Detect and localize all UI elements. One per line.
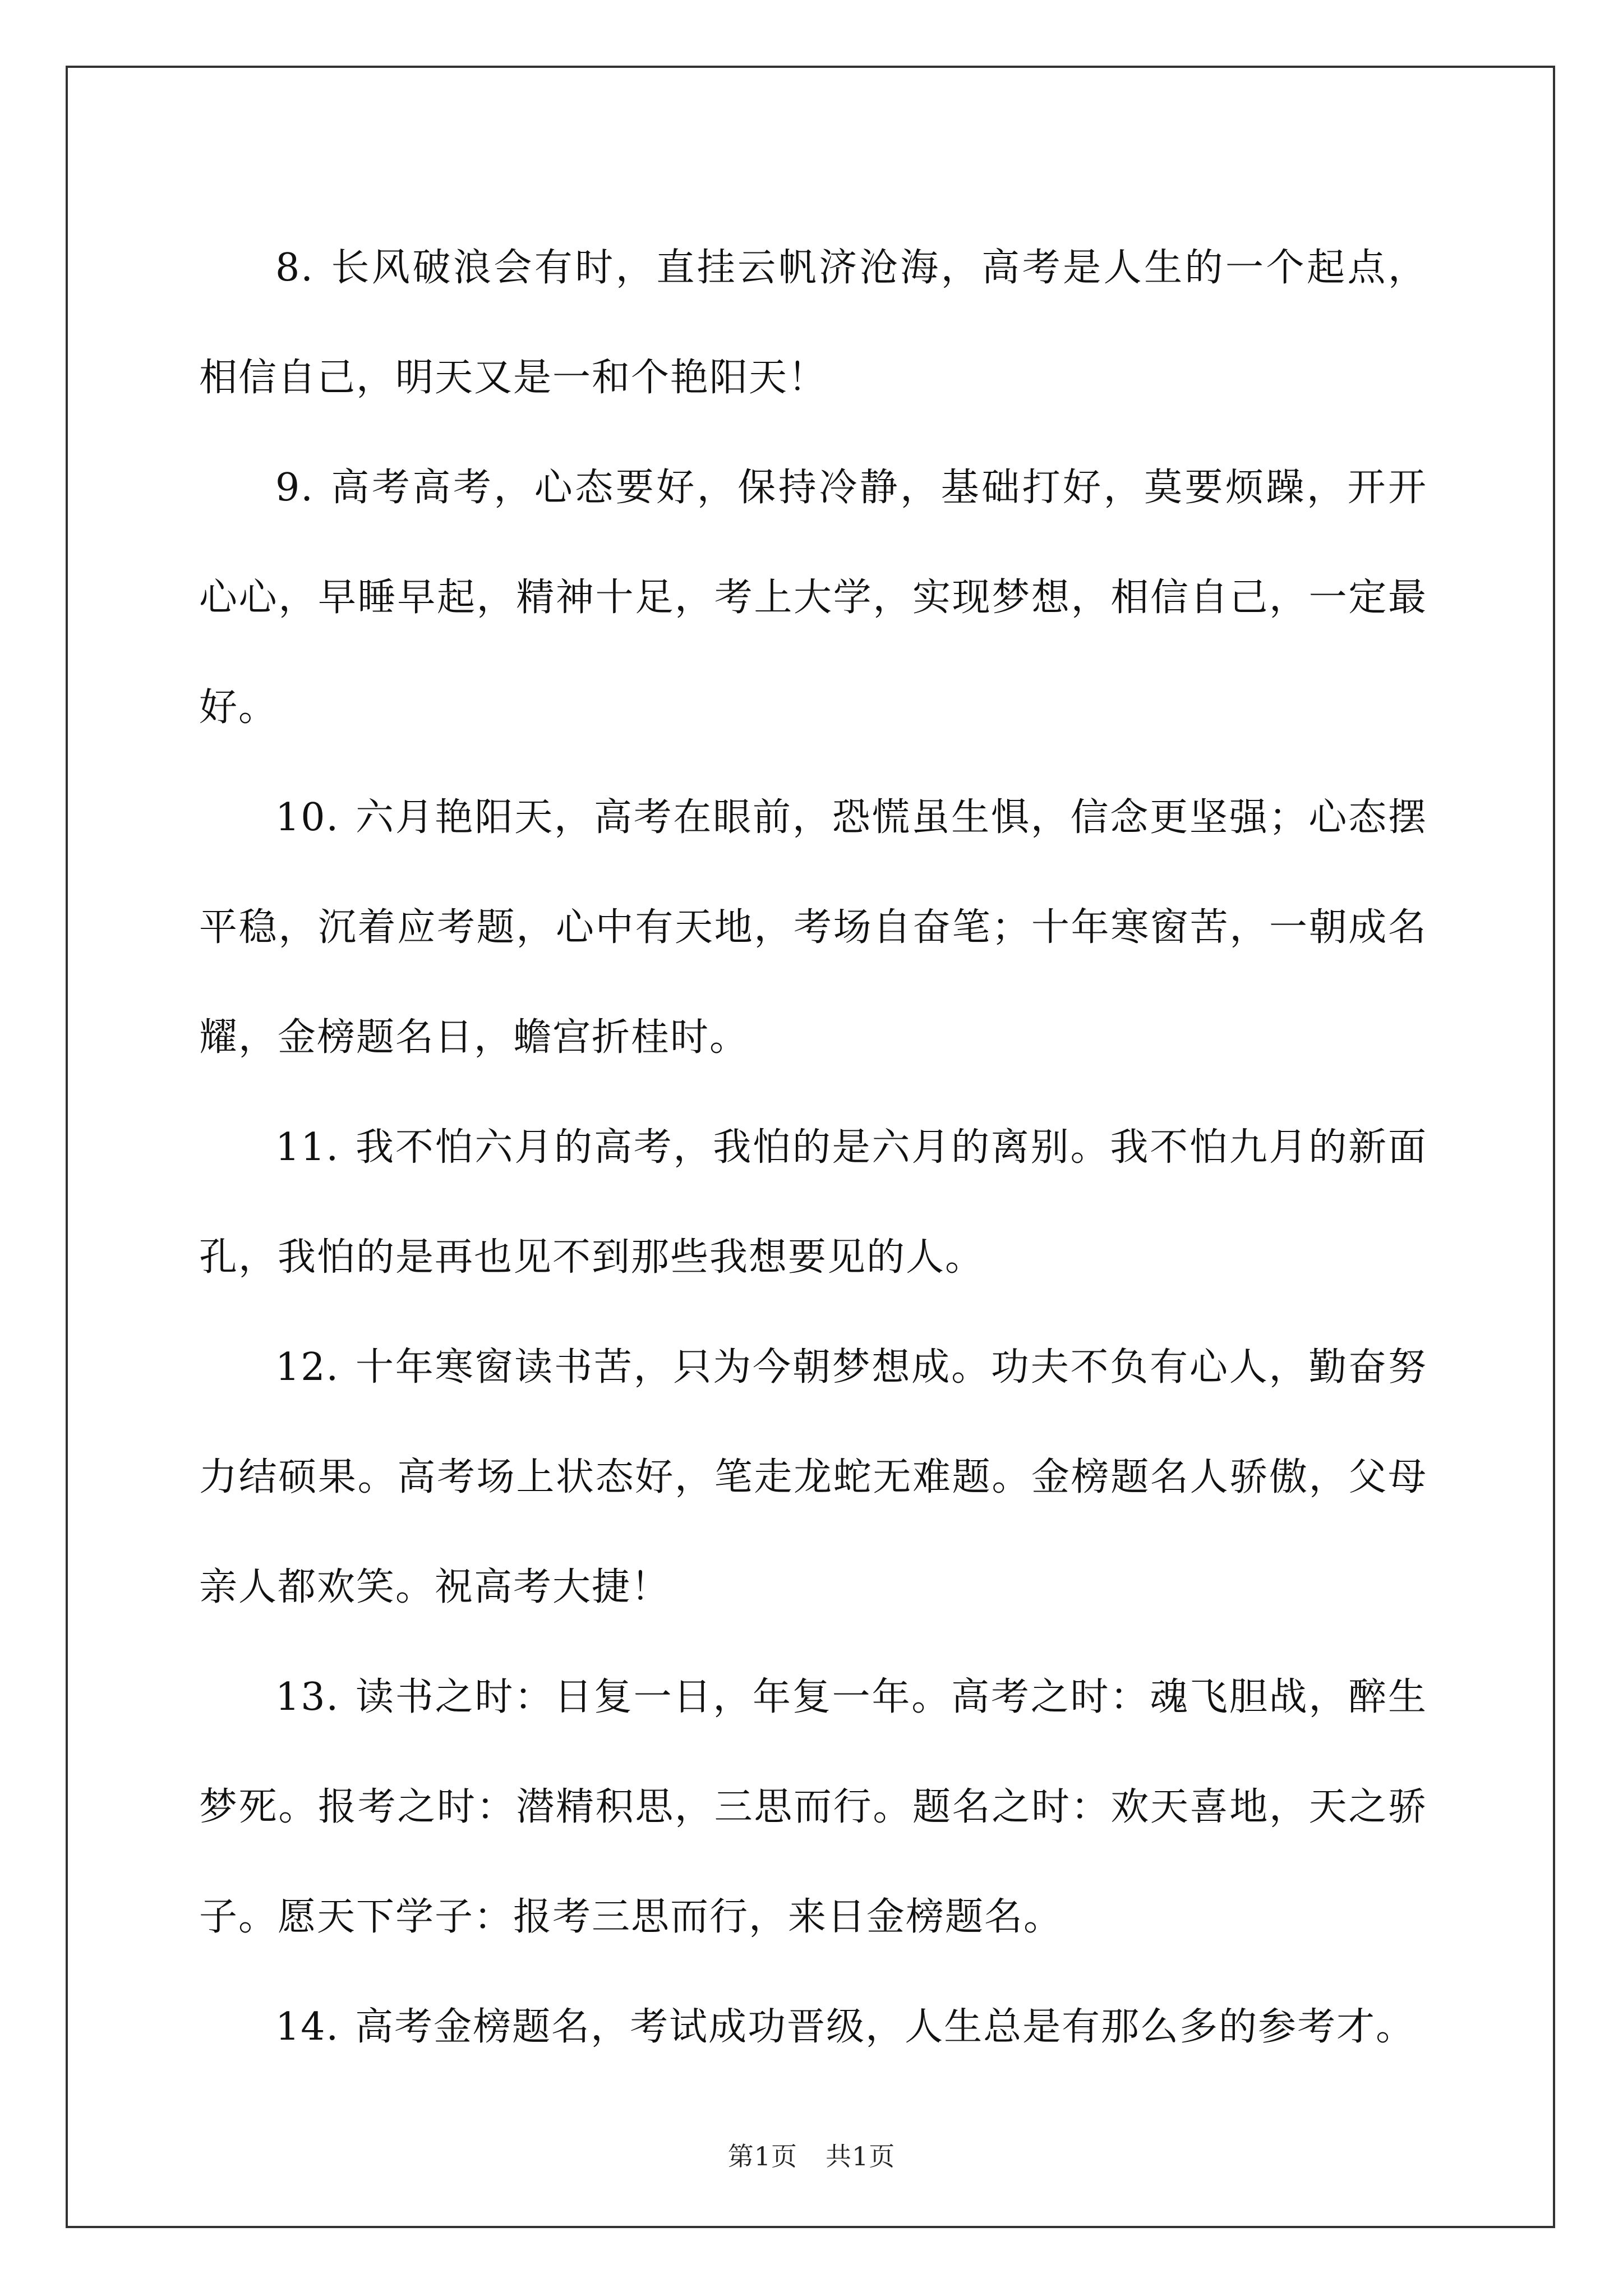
- paragraph-number: 14.: [275, 2005, 340, 2049]
- paragraph-9: [199, 433, 1427, 763]
- paragraph-text: 六月艳阳天，高考在眼前，恐慌虽生惧，信念更坚强；心态摆平稳，沉着应考题，心中有天地，考场自奋笔；十年寒窗苦，一朝成名耀，金榜题名日，蟾宫折桂时。: [199, 795, 1427, 1060]
- paragraph-12: [199, 1313, 1427, 1642]
- paragraph-number: 8.: [275, 246, 314, 290]
- paragraph-number: 11.: [275, 1125, 340, 1170]
- paragraph-number: 9.: [275, 466, 314, 510]
- paragraph-text: 十年寒窗读书苦，只为今朝梦想成。功夫不负有心人，勤奋努力结硕果。高考场上状态好，笔走龙蛇无难题。金榜题名人骄傲，父母亲人都欢笑。祝高考大捷！: [199, 1345, 1427, 1609]
- paragraph-text: 高考高考，心态要好，保持冷静，基础打好，莫要烦躁，开开心心，早睡早起，精神十足，考上大学，实现梦想，相信自己，一定最好。: [199, 466, 1427, 730]
- paragraph-text: 读书之时：日复一日，年复一年。高考之时：魂飞胆战，醉生梦死。报考之时：潜精积思，三思而行。题名之时：欢天喜地，天之骄子。愿天下学子：报考三思而行，来日金榜题名。: [199, 1675, 1427, 1939]
- paragraph-11: [199, 1093, 1427, 1313]
- paragraph-text: 长风破浪会有时，直挂云帆济沧海，高考是人生的一个起点，相信自己，明天又是一和个艳阳天！: [199, 246, 1427, 400]
- paragraph-number: 10.: [275, 795, 340, 840]
- paragraph-number: 13.: [275, 1675, 340, 1719]
- paragraph-14: [199, 1972, 1427, 2082]
- page-number: 第1页: [727, 2141, 797, 2171]
- page-footer: [0, 2136, 1623, 2173]
- paragraph-8: [199, 213, 1427, 433]
- paragraph-text: 高考金榜题名，考试成功晋级，人生总是有那么多的参考才。: [355, 2005, 1415, 2049]
- paragraph-number: 12.: [275, 1345, 340, 1389]
- paragraph-text: 我不怕六月的高考，我怕的是六月的离别。我不怕九月的新面孔，我怕的是再也见不到那些我想要见的人。: [199, 1125, 1427, 1280]
- paragraph-13: [199, 1642, 1427, 1972]
- page-total: 共1页: [826, 2141, 896, 2171]
- document-body: [199, 213, 1427, 2082]
- paragraph-10: [199, 763, 1427, 1093]
